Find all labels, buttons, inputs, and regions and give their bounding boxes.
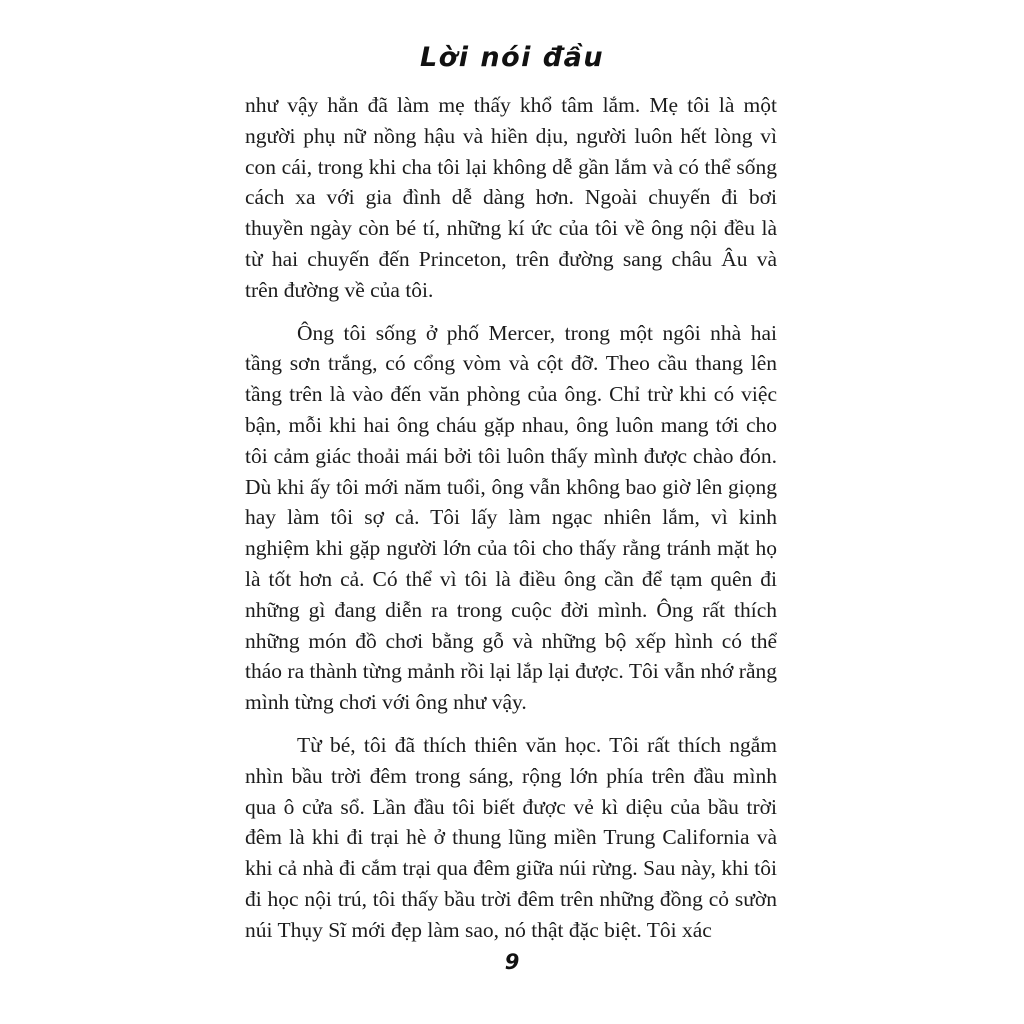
body-text — [245, 90, 777, 958]
page-number: 9 — [504, 950, 520, 974]
chapter-title: Lời nói đầu — [419, 42, 605, 73]
paragraph: Từ bé, tôi đã thích thiên văn học. Tôi rất thích ngắm nhìn bầu trời đêm trong sáng, rộng lớn phía trên đầu mình qua ô cửa sổ. Lần đầu tôi biết được vẻ kì diệu của bầu trời đêm là khi đi trại hè ở thung lũng miền Trung California và khi cả nhà đi cắm trại qua đêm giữa núi rừng. Sau này, khi tôi đi học nội trú, tôi thấy bầu trời đêm trên những đồng cỏ sườn núi Thụy Sĩ mới đẹp làm sao, nó thật đặc biệt. Tôi xác — [245, 732, 777, 942]
paragraph: Ông tôi sống ở phố Mercer, trong một ngôi nhà hai tầng sơn trắng, có cổng vòm và cột đỡ. Theo cầu thang lên tầng trên là vào đến văn phòng của ông. Chỉ trừ khi có việc bận, mỗi khi hai ông cháu gặp nhau, ông luôn mang tới cho tôi cảm giác thoải mái bởi tôi luôn thấy mình được chào đón. Dù khi ấy tôi mới năm tuổi, ông vẫn không bao giờ lên giọng hay làm tôi sợ cả. Tôi lấy làm ngạc nhiên lắm, vì kinh nghiệm khi gặp người lớn của tôi cho thấy rằng tránh mặt họ là tốt hơn cả. Có thể vì tôi là điều ông cần để tạm quên đi những gì đang diễn ra trong cuộc đời mình. Ông rất thích những món đồ chơi bằng gỗ và những bộ xếp hình có thể tháo ra thành từng mảnh rồi lại lắp lại được. Tôi vẫn nhớ rằng mình từng chơi với ông như vậy. — [245, 320, 777, 715]
paragraph: như vậy hẳn đã làm mẹ thấy khổ tâm lắm. Mẹ tôi là một người phụ nữ nồng hậu và hiền dịu, người luôn hết lòng vì con cái, trong khi cha tôi lại không dễ gần lắm và có thể sống cách xa với gia đình dễ dàng hơn. Ngoài chuyến đi bơi thuyền ngày còn bé tí, những kí ức của tôi về ông nội đều là từ hai chuyến đến Princeton, trên đường sang châu Âu và trên đường về của tôi. — [245, 93, 777, 302]
